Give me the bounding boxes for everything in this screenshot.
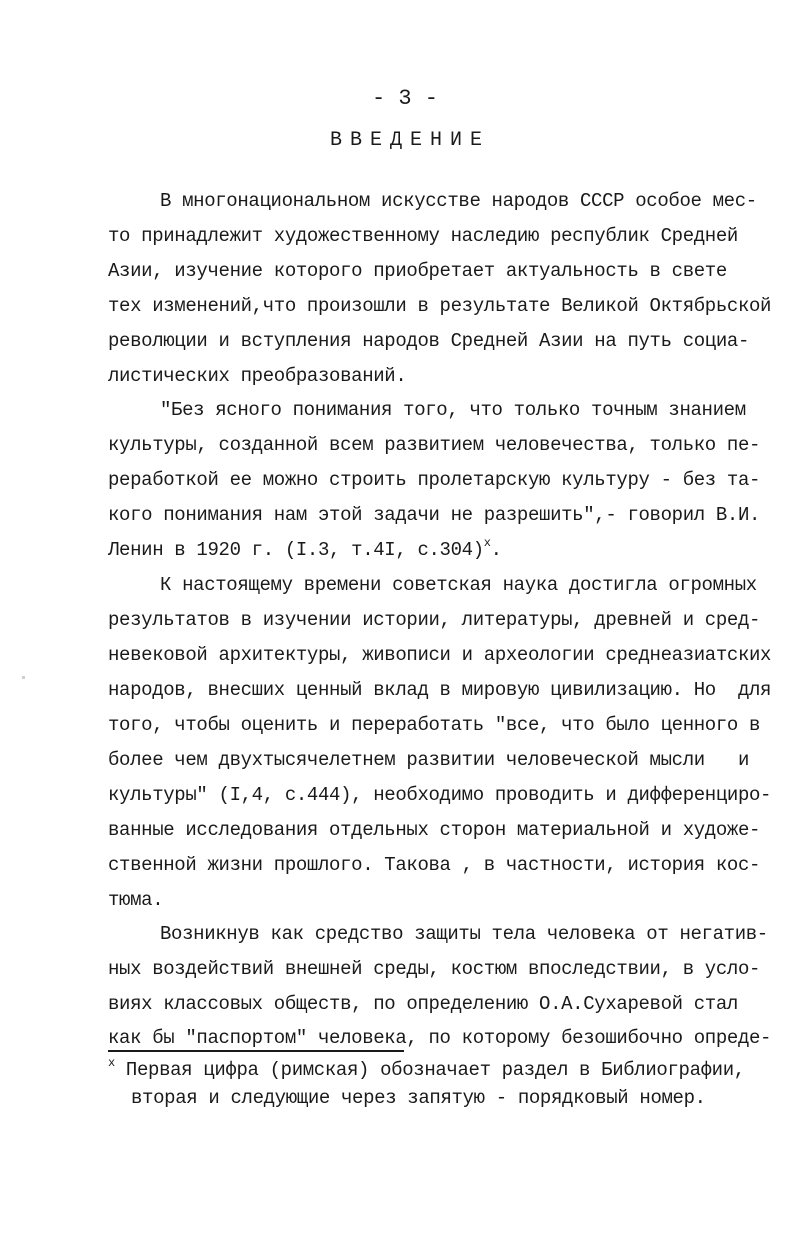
text-line: культуры" (I,4, с.444), необходимо проводить и дифференциро- bbox=[108, 784, 772, 806]
text-line: Возникнув как средство защиты тела человека от негатив- bbox=[160, 923, 768, 945]
text-line bbox=[108, 538, 502, 562]
footnote-mark: x bbox=[108, 1056, 115, 1070]
citation-text: Ленин в 1920 г. (I.3, т.4I, с.304) bbox=[108, 539, 484, 561]
text-line: более чем двухтысячелетнем развитии человеческой мысли и bbox=[108, 749, 750, 771]
text-line: культуры, созданной всем развитием человечества, только пе- bbox=[108, 434, 761, 456]
footnote-line: вторая и следующие через запятую - порядковый номер. bbox=[131, 1087, 706, 1109]
footnote-line bbox=[108, 1058, 745, 1082]
text-line: то принадлежит художественному наследию республик Средней bbox=[108, 225, 738, 247]
text-line: кого понимания нам этой задачи не разрешить",- говорил В.И. bbox=[108, 504, 761, 526]
text-line: невековой архитектуры, живописи и археологии среднеазиатских bbox=[108, 644, 772, 666]
text-line: народов, внесших ценный вклад в мировую цивилизацию. Но для bbox=[108, 679, 772, 701]
footnote-text: Первая цифра (римская) обозначает раздел в Библиографии, bbox=[125, 1059, 745, 1081]
text-line: революции и вступления народов Средней Азии на путь социа- bbox=[108, 330, 750, 352]
text-line: ных воздействий внешней среды, костюм впоследствии, в усло- bbox=[108, 958, 761, 980]
text-line: В многонациональном искусстве народов СССР особое мес- bbox=[160, 190, 757, 212]
text-line: тех изменений,что произошли в результате Великой Октябрьской bbox=[108, 295, 772, 317]
text-line: "Без ясного понимания того, что только точным знанием bbox=[160, 399, 746, 421]
text-line: реработкой ее можно строить пролетарскую культуру - без та- bbox=[108, 469, 761, 491]
section-heading: ВВЕДЕНИЕ bbox=[329, 129, 490, 152]
text-line: Азии, изучение которого приобретает актуальность в свете bbox=[108, 260, 727, 282]
text-line: ванные исследования отдельных сторон материальной и художе- bbox=[108, 819, 761, 841]
page-number: - 3 - bbox=[371, 86, 438, 111]
footnote-reference: x bbox=[483, 536, 491, 550]
footnote-divider bbox=[108, 1050, 404, 1052]
sentence-end: . bbox=[490, 539, 502, 561]
text-line: ственной жизни прошлого. Такова , в частности, история кос- bbox=[108, 854, 761, 876]
text-line: виях классовых обществ, по определению О.А.Сухаревой стал bbox=[108, 993, 738, 1015]
text-line: как бы "паспортом" человека, по которому безошибочно опреде- bbox=[108, 1027, 772, 1049]
scan-speck bbox=[22, 676, 25, 679]
text-line: тюма. bbox=[108, 889, 164, 911]
text-line: результатов в изучении истории, литературы, древней и сред- bbox=[108, 609, 761, 631]
text-line: К настоящему времени советская наука достигла огромных bbox=[160, 574, 757, 596]
text-line: того, чтобы оценить и переработать "все, что было ценного в bbox=[108, 714, 761, 736]
text-line: листических преобразований. bbox=[108, 365, 407, 387]
